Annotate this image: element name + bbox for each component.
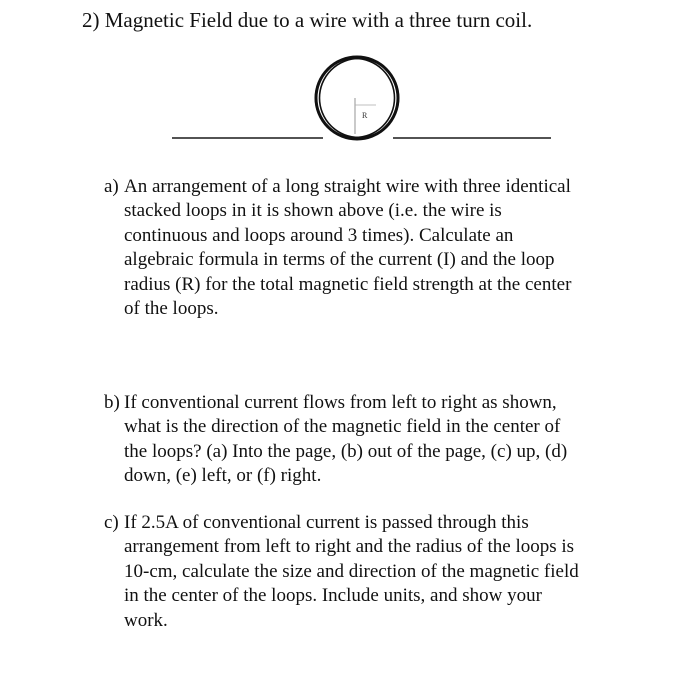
question-c-label: c)	[104, 512, 119, 533]
wire-coil-diagram	[0, 0, 700, 160]
question-c-line: work.	[124, 609, 168, 631]
question-a	[104, 175, 634, 321]
question-b-line: down, (e) left, or (f) right.	[124, 465, 322, 487]
question-a-line: algebraic formula in terms of the current (I) and the loop	[124, 249, 555, 271]
question-a-text	[124, 175, 634, 321]
question-b-label: b)	[104, 392, 120, 413]
question-a-line: An arrangement of a long straight wire with three identical	[124, 176, 571, 197]
coil-loop-3	[320, 59, 399, 138]
question-b-line: If conventional current flows from left to right as shown,	[124, 392, 557, 413]
question-a-line: stacked loops in it is shown above (i.e. the wire is	[124, 200, 502, 222]
question-a-line: of the loops.	[124, 298, 219, 320]
question-b-line: the loops? (a) Into the page, (b) out of the page, (c) up, (d)	[124, 440, 568, 462]
question-c-line: If 2.5A of conventional current is passed through this	[124, 512, 529, 533]
radius-label: R	[362, 111, 368, 120]
question-c-text	[124, 511, 634, 633]
question-c-line: arrangement from left to right and the radius of the loops is	[124, 536, 575, 558]
question-b	[104, 391, 634, 489]
question-a-label: a)	[104, 176, 119, 197]
question-c-line: in the center of the loops. Include units, and show your	[124, 585, 542, 607]
question-c-line: 10-cm, calculate the size and direction of the magnetic field	[124, 560, 579, 582]
problem-title: 2) Magnetic Field due to a wire with a three turn coil.	[82, 8, 533, 32]
question-a-line: continuous and loops around 3 times). Calculate an	[124, 224, 514, 246]
question-b-line: what is the direction of the magnetic field in the center of	[124, 416, 561, 438]
question-c	[104, 511, 634, 633]
question-a-line: radius (R) for the total magnetic field strength at the center	[124, 273, 572, 295]
question-b-text	[124, 391, 634, 489]
